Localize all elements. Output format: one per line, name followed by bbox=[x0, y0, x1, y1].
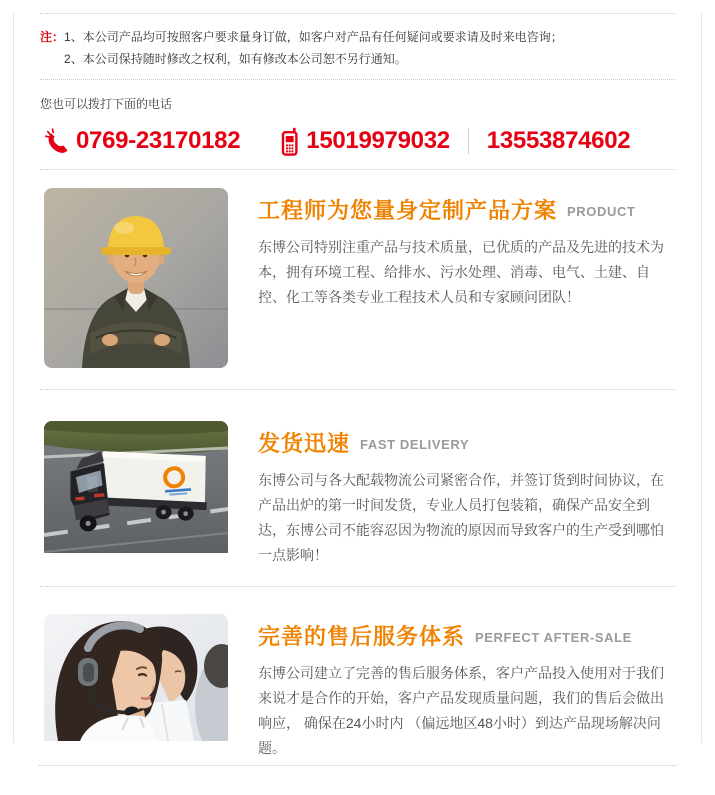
phone-number: 0769-23170182 bbox=[76, 127, 241, 154]
notes-block bbox=[40, 26, 676, 70]
feature-section-after-sale bbox=[40, 614, 676, 761]
feature-title: 发货迅速 bbox=[258, 431, 351, 456]
dotted-separator bbox=[40, 586, 676, 587]
feature-body: 东博公司建立了完善的售后服务体系，客户产品投入使用对于我们来说才是合作的开始，客户产品发现质量问题，我们的售后会做出响应， 确保在24小时内 （偏远地区48小时）到达产品现场解决问题。 bbox=[258, 665, 664, 756]
feature-title-row bbox=[258, 427, 676, 458]
vertical-divider bbox=[468, 128, 469, 154]
phone-item-mobile bbox=[280, 127, 450, 156]
dotted-separator bbox=[40, 169, 676, 170]
feature-body: 东博公司与各大配载物流公司紧密合作，并签订货到时间协议，在产品出炉的第一时间发货，专业人员打包装箱，确保产品安全到达，东博公司不能容忍因为物流的原因而导致客户的生产受到哪怕一点影响！ bbox=[258, 472, 664, 563]
feature-text bbox=[258, 614, 676, 761]
feature-text bbox=[258, 421, 676, 568]
delivery-truck-photo bbox=[44, 421, 228, 568]
note-item: 1、本公司产品均可按照客户要求量身订做，如客户对产品有任何疑问或要求请及时来电咨询； bbox=[64, 30, 563, 44]
phone-item-mobile-2 bbox=[487, 127, 631, 155]
dotted-separator-bottom bbox=[39, 765, 677, 766]
phone-item-landline bbox=[44, 127, 240, 155]
customer-service-photo bbox=[44, 614, 228, 761]
content-frame bbox=[13, 13, 702, 756]
notes-label: 注： bbox=[40, 30, 65, 44]
phone-number: 15019979032 bbox=[306, 127, 450, 154]
dotted-separator bbox=[40, 79, 676, 80]
feature-subtitle: FAST DELIVERY bbox=[360, 437, 470, 452]
feature-subtitle: PRODUCT bbox=[567, 204, 636, 219]
feature-body: 东博公司特别注重产品与技术质量，已优质的产品及先进的技术为本，拥有环境工程、给排水、污水处理、消毒、电气、土建、自控、化工等各类专业工程技术人员和专家顾问团队！ bbox=[258, 239, 664, 305]
feature-title: 完善的售后服务体系 bbox=[258, 624, 466, 649]
engineer-with-hard-hat-photo bbox=[44, 188, 228, 368]
feature-subtitle: PERFECT AFTER-SALE bbox=[475, 630, 632, 645]
dotted-separator bbox=[40, 13, 676, 14]
dotted-separator bbox=[40, 389, 676, 390]
phone-number: 13553874602 bbox=[486, 127, 631, 154]
page bbox=[0, 13, 715, 766]
feature-title-row bbox=[258, 194, 676, 225]
feature-text bbox=[258, 188, 676, 368]
telephone-icon bbox=[44, 128, 69, 155]
notes-list bbox=[64, 26, 563, 70]
mobile-phone-icon bbox=[280, 127, 299, 156]
note-item: 2、本公司保持随时修改之权利，如有修改本公司恕不另行通知。 bbox=[64, 52, 407, 66]
feature-section-product bbox=[40, 188, 676, 368]
phone-row bbox=[40, 122, 676, 160]
feature-title: 工程师为您量身定制产品方案 bbox=[258, 198, 558, 223]
feature-title-row bbox=[258, 620, 676, 651]
feature-section-delivery bbox=[40, 421, 676, 568]
phone-intro-text: 您也可以拨打下面的电话 bbox=[40, 97, 173, 111]
